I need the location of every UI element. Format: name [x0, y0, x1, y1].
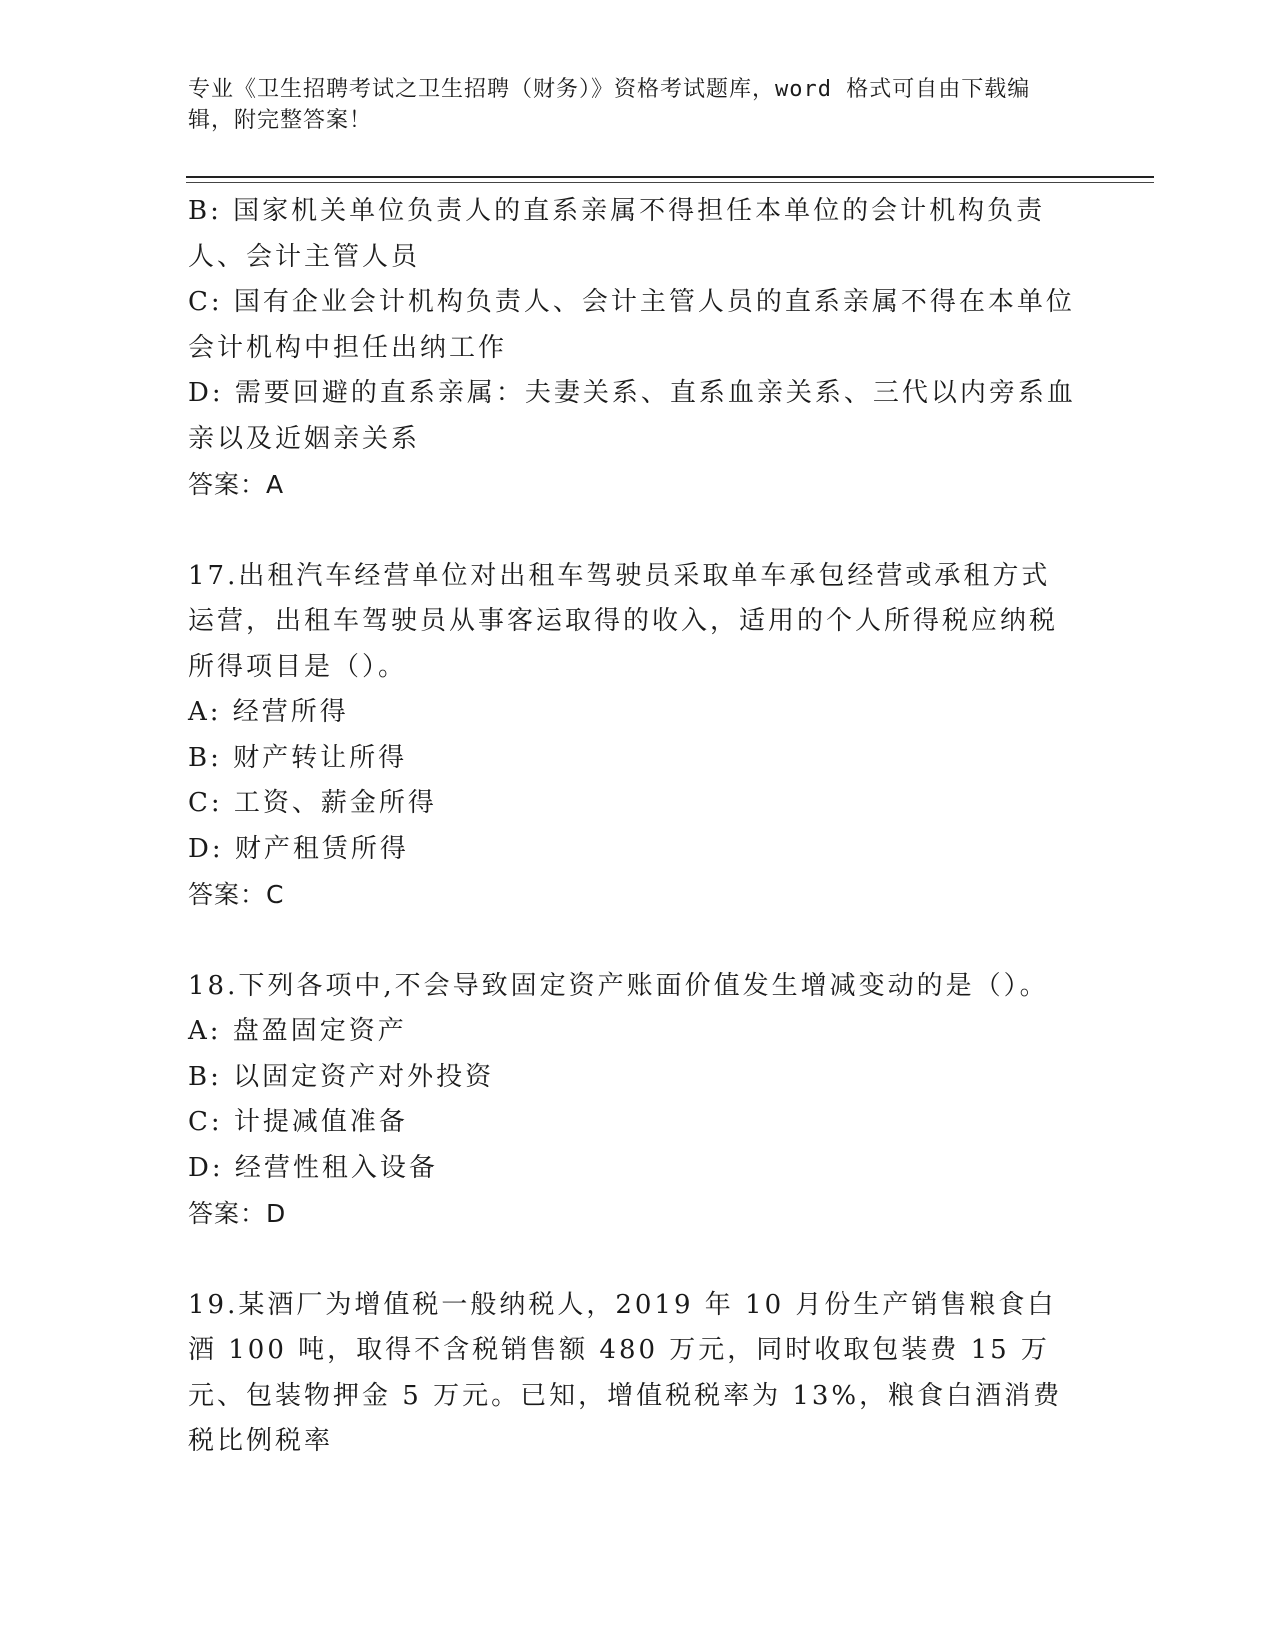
q17-option-b: B: 财产转让所得: [188, 742, 408, 773]
q18-option-d: D: 经营性租入设备: [188, 1152, 438, 1183]
header-divider-thin: [186, 182, 1154, 183]
spacer: [188, 918, 1078, 964]
q18-option-c: C: 计提减值准备: [188, 1107, 408, 1137]
spacer: [188, 508, 1078, 554]
q17-option-d: D: 财产租赁所得: [188, 833, 409, 864]
q18-option-b: B: 以固定资产对外投资: [188, 1061, 495, 1092]
q17-option-c: C: 工资、薪金所得: [188, 788, 437, 818]
q19-question: 19.某酒厂为增值税一般纳税人，2019 年 10 月份生产销售粮食白酒 100 吨，取得不含税销售额 480 万元，同时收取包装费 15 万元、包装物押金 5 万元。已知，增值税税率为 13%，粮食白酒消费税比例税率: [188, 1289, 1063, 1456]
spacer: [188, 1237, 1078, 1283]
q16-option-d: D: 需要回避的直系亲属：夫妻关系、直系血亲关系、三代以内旁系血亲以及近姻亲关系: [188, 378, 1076, 454]
q17-answer: 答案：C: [188, 880, 285, 909]
q18-option-a: A: 盘盈固定资产: [188, 1016, 407, 1046]
q18-answer: 答案：D: [188, 1199, 287, 1228]
q17-question: 17.出租汽车经营单位对出租车驾驶员采取单车承包经营或承租方式运营，出租车驾驶员从事客运取得的收入，适用的个人所得税应纳税所得项目是（）。: [188, 560, 1059, 682]
q16-option-c: C: 国有企业会计机构负责人、会计主管人员的直系亲属不得在本单位会计机构中担任出纳工作: [188, 287, 1075, 363]
q18-question: 18.下列各项中,不会导致固定资产账面价值发生增减变动的是（）。: [188, 970, 1049, 1001]
document-header: 专业《卫生招聘考试之卫生招聘（财务）》资格考试题库，word 格式可自由下载编辑，附完整答案！: [188, 77, 1031, 133]
q16-option-b: B: 国家机关单位负责人的直系亲属不得担任本单位的会计机构负责人、会计主管人员: [188, 196, 1046, 272]
question-content: [188, 189, 1078, 1465]
header-divider: [186, 176, 1154, 178]
q17-option-a: A: 经营所得: [188, 697, 349, 727]
q16-answer: 答案：A: [188, 470, 285, 499]
